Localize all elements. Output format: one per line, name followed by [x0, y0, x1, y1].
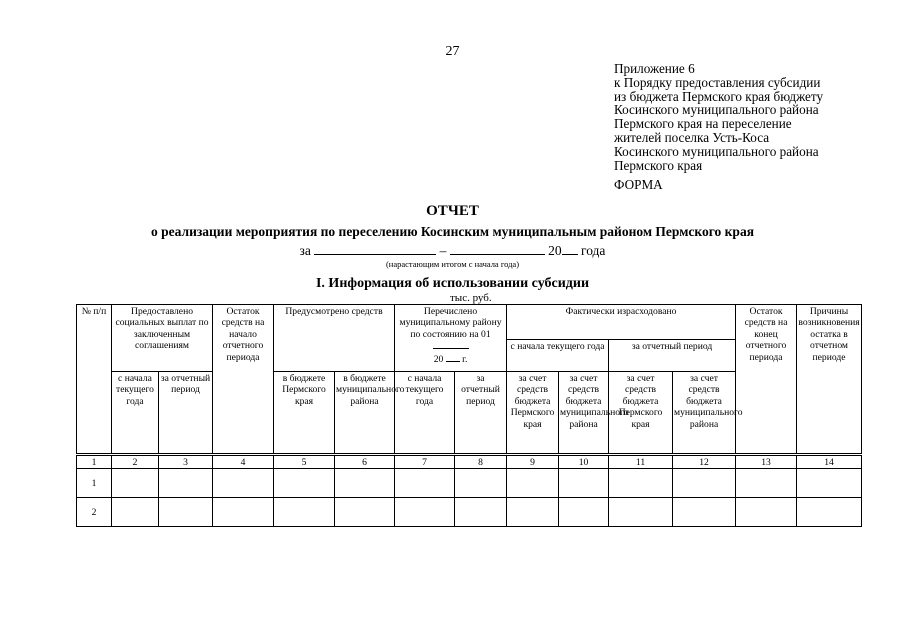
column-number: 8: [455, 455, 507, 469]
appendix-line: Приложение 6: [614, 61, 695, 76]
table-cell[interactable]: [507, 498, 559, 527]
header-reasons: Причины возникновения остатка в отчетном периоде: [797, 305, 862, 455]
table-cell[interactable]: [609, 469, 673, 498]
period-year-suffix: года: [581, 243, 606, 258]
column-number: 7: [395, 455, 455, 469]
report-subtitle: о реализации мероприятия по переселению Косинским муниципальным районом Пермского края: [151, 224, 754, 239]
subheader-region-funds-2: за счет средств бюджета Пермского края: [609, 372, 673, 455]
column-number: 2: [112, 455, 159, 469]
table-cell[interactable]: [112, 498, 159, 527]
table-cell[interactable]: [673, 469, 736, 498]
table-cell[interactable]: [274, 469, 335, 498]
table-cell[interactable]: [159, 469, 213, 498]
page-number: 27: [445, 44, 460, 59]
table-cell[interactable]: [559, 469, 609, 498]
header-transferred-year: 20: [433, 353, 444, 365]
subsidy-usage-table: [76, 304, 862, 527]
subheader-budget-region: в бюджете Пермского края: [274, 372, 335, 455]
table-cell[interactable]: [559, 498, 609, 527]
report-period: [0, 242, 905, 259]
period-year-blank[interactable]: [562, 242, 578, 255]
table-cell[interactable]: [395, 469, 455, 498]
appendix-line: Пермского края: [614, 157, 703, 173]
table-cell[interactable]: [159, 498, 213, 527]
subheader-munic-funds-1: за счет средств бюджета муниципального района: [559, 372, 609, 455]
table-cell[interactable]: [274, 498, 335, 527]
subheader-munic-funds-2: за счет средств бюджета муниципального района: [673, 372, 736, 455]
column-number: 9: [507, 455, 559, 469]
table-cell[interactable]: [335, 498, 395, 527]
header-balance-start: Остаток средств на начало отчетного периода: [213, 305, 274, 455]
period-year-prefix: 20: [548, 243, 562, 258]
table-cell[interactable]: [736, 469, 797, 498]
subheader-from-start-2: с начала текущего года: [395, 372, 455, 455]
appendix-line: к Порядку предоставления субсидии: [614, 74, 821, 90]
table-cell[interactable]: [507, 469, 559, 498]
subheader-budget-munic: в бюджете муниципального района: [335, 372, 395, 455]
column-number: 10: [559, 455, 609, 469]
column-number: 11: [609, 455, 673, 469]
period-dash: –: [439, 243, 447, 258]
subheader-for-period-2: за отчетный период: [455, 372, 507, 455]
header-num: № п/п: [77, 305, 112, 455]
column-number: 6: [335, 455, 395, 469]
header-spent: Фактически израсходовано: [507, 305, 736, 340]
subheader-region-funds-1: за счет средств бюджета Пермского края: [507, 372, 559, 455]
table-cell[interactable]: [797, 498, 862, 527]
header-balance-end: Остаток средств на конец отчетного периода: [736, 305, 797, 455]
header-transferred-text: Перечислено муниципальному району по состоянию на 01: [399, 306, 502, 340]
table-cell[interactable]: [112, 469, 159, 498]
period-start-blank[interactable]: [314, 242, 436, 255]
header-transferred-year-suffix: г.: [462, 353, 468, 365]
section-title: I. Информация об использовании субсидии: [315, 276, 590, 291]
report-title: ОТЧЕТ: [426, 203, 479, 219]
table-cell[interactable]: [213, 498, 274, 527]
row-number: 2: [77, 498, 112, 527]
period-prefix: за: [299, 243, 311, 258]
header-transferred: [395, 305, 507, 372]
header-planned: Предусмотрено средств: [274, 305, 395, 372]
column-number: 12: [673, 455, 736, 469]
column-number: 13: [736, 455, 797, 469]
form-label: ФОРМА: [614, 177, 663, 193]
table-cell[interactable]: [609, 498, 673, 527]
table-cell[interactable]: [213, 469, 274, 498]
appendix-line: Косинского муниципального района: [614, 102, 819, 118]
units-label: тыс. руб.: [450, 292, 492, 304]
row-number: 1: [77, 469, 112, 498]
column-number: 3: [159, 455, 213, 469]
subheader-for-period: за отчетный период: [159, 372, 213, 455]
appendix-line: Пермского края на переселение: [614, 116, 792, 132]
header-spent-period: за отчетный период: [609, 340, 736, 372]
table-cell[interactable]: [335, 469, 395, 498]
table-cell[interactable]: [673, 498, 736, 527]
table-row: [77, 498, 862, 527]
period-end-blank[interactable]: [450, 242, 545, 255]
table-cell[interactable]: [395, 498, 455, 527]
header-provided: Предоставлено социальных выплат по заключенным соглашениям: [112, 305, 213, 372]
column-number: 14: [797, 455, 862, 469]
appendix-line: жителей поселка Усть-Коса: [614, 129, 770, 145]
table-cell[interactable]: [797, 469, 862, 498]
table-cell[interactable]: [455, 498, 507, 527]
column-number: 4: [213, 455, 274, 469]
table-row: [77, 469, 862, 498]
table-cell[interactable]: [736, 498, 797, 527]
appendix-line: из бюджета Пермского края бюджету: [614, 88, 824, 104]
appendix-block: [614, 62, 823, 192]
subheader-from-start: с начала текущего года: [112, 372, 159, 455]
header-spent-ytd: с начала текущего года: [507, 340, 609, 372]
column-number: 1: [77, 455, 112, 469]
table-cell[interactable]: [455, 469, 507, 498]
appendix-line: Косинского муниципального района: [614, 143, 819, 159]
column-number: 5: [274, 455, 335, 469]
period-note: (нарастающим итогом с начала года): [385, 259, 520, 269]
